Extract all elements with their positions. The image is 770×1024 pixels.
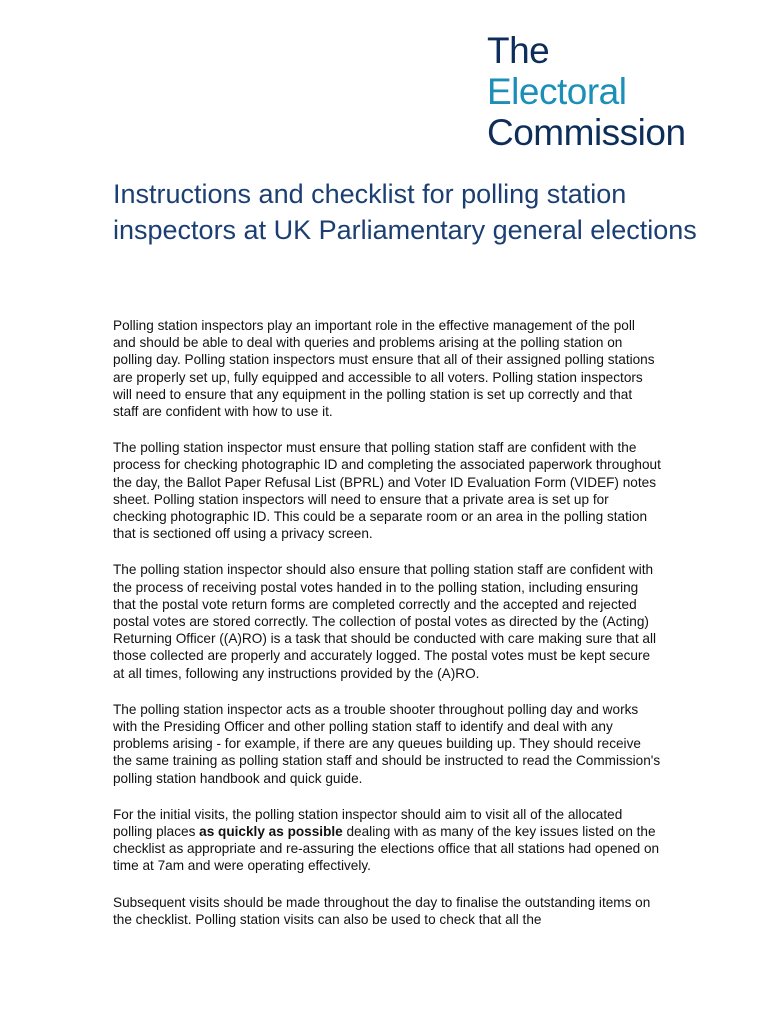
logo-line-commission: Commission xyxy=(487,112,686,153)
initial-visits-text-end: dealing with as many of the key issues listed on the checklist as appropriate and re-assuring the elections office that all stations had opened on time at 7am and were operating effectively. xyxy=(113,824,660,874)
initial-visits-emphasis: as quickly as possible xyxy=(199,824,343,840)
paragraph-subsequent-visits: Subsequent visits should be made throughout the day to finalise the outstanding items on the checklist. Polling station visits can also be used to check that all the xyxy=(113,894,651,927)
logo-line-electoral: Electoral xyxy=(487,71,627,112)
document-body xyxy=(113,317,661,947)
logo-line-the: The xyxy=(487,30,550,71)
paragraph-intro: Polling station inspectors play an important role in the effective management of the poll and should be able to deal with queries and problems arising at the polling station on polling day. Polling station inspectors must ensure that all of their assigned polling stations are properly set up, fully equipped and accessible to all voters. Polling station inspectors will need to ensure that any equipment in the polling station is set up correctly and that staff are confident with how to use it. xyxy=(113,318,655,420)
initial-visits-text-start: For the initial visits, the polling station inspector should aim to visit all of the allocated polling places xyxy=(113,806,623,840)
paragraph-trouble-shooter: The polling station inspector acts as a trouble shooter throughout polling day and works with the Presiding Officer and other polling station staff to identify and deal with any problems arising - for example, if there are any queues building up. They should receive the same training as polling station staff and should be instructed to read the Commission's polling station handbook and quick guide. xyxy=(113,701,661,786)
paragraph-initial-visits xyxy=(113,806,661,875)
paragraph-postal-votes: The polling station inspector should also ensure that polling station staff are confident with the process of receiving postal votes handed in to the polling station, including ensuring that the postal vote return forms are completed correctly and the accepted and rejected postal votes are stored correctly. The collection of postal votes as directed by the (Acting) Returning Officer ((A)RO) is a task that should be conducted with care making sure that all those collected are properly and accurately logged. The postal votes must be kept secure at all times, following any instructions provided by the (A)RO. xyxy=(113,562,656,681)
paragraph-photo-id: The polling station inspector must ensure that polling station staff are confident with the process for checking photographic ID and completing the associated paperwork throughout the day, the Ballot Paper Refusal List (BPRL) and Voter ID Evaluation Form (VIDEF) notes sheet. Polling station inspectors will need to ensure that a private area is set up for checking photographic ID. This could be a separate room or an area in the polling station that is sectioned off using a privacy screen. xyxy=(113,440,661,542)
electoral-commission-logo xyxy=(487,30,686,153)
document-title: Instructions and checklist for polling station inspectors at UK Parliamentary general elections xyxy=(113,179,697,245)
